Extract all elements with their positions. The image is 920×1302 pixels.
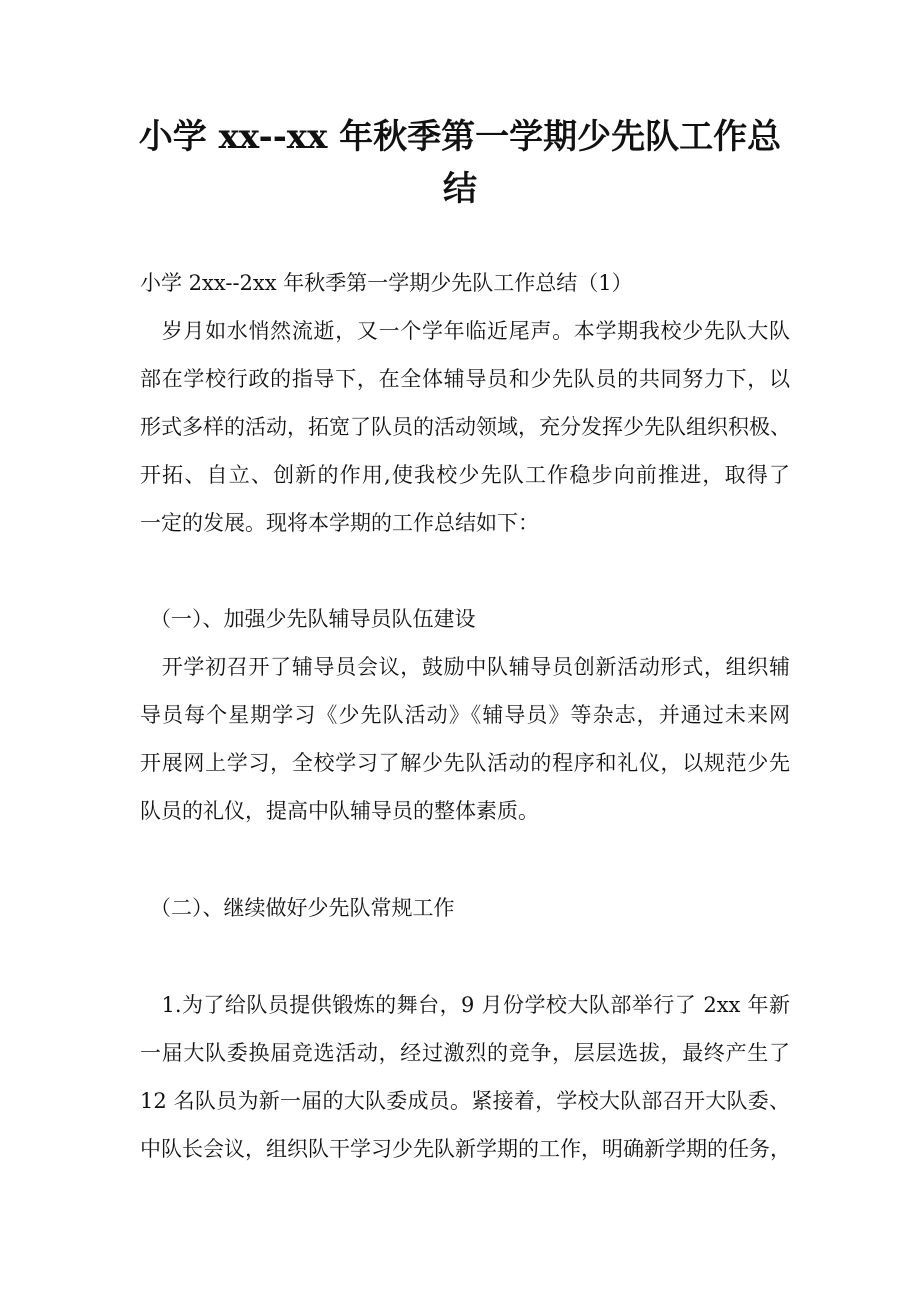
intro-line-4: 开拓、自立、创新的作用,使我校少先队工作稳步向前推进，取得了: [140, 463, 790, 487]
intro-line-5: 一定的发展。现将本学期的工作总结如下：: [140, 511, 539, 535]
section-2-heading: （二）、继续做好少先队常规工作: [150, 896, 455, 920]
section-2-line-1: 1.为了给队员提供锻炼的舞台，9 月份学校大队部举行了 2xx 年新: [140, 993, 790, 1017]
section-2-line-3: 12 名队员为新一届的大队委成员。紧接着，学校大队部召开大队委、: [140, 1089, 790, 1113]
section-2-line-4: 中队长会议，组织队干学习少先队新学期的工作，明确新学期的任务，: [140, 1137, 791, 1161]
section-1-line-3: 开展网上学习，全校学习了解少先队活动的程序和礼仪，以规范少先: [140, 751, 790, 775]
section-1-heading: （一）、加强少先队辅导员队伍建设: [150, 607, 476, 631]
intro-line-3: 形式多样的活动，拓宽了队员的活动领域，充分发挥少先队组织积极、: [140, 415, 791, 439]
intro-line-2: 部在学校行政的指导下，在全体辅导员和少先队员的共同努力下，以: [140, 367, 790, 391]
intro-line-1: 岁月如水悄然流逝，又一个学年临近尾声。本学期我校少先队大队: [140, 319, 790, 343]
document-title-line-1: 小学 xx--xx 年秋季第一学期少先队工作总: [138, 117, 782, 157]
section-1-line-2: 导员每个星期学习《少先队活动》《辅导员》等杂志，并通过未来网: [140, 703, 790, 727]
section-2-line-2: 一届大队委换届竞选活动，经过激烈的竞争，层层选拔，最终产生了: [140, 1041, 790, 1065]
document-subtitle: 小学 2xx--2xx 年秋季第一学期少先队工作总结（1）: [140, 271, 633, 295]
section-1-line-1: 开学初召开了辅导员会议，鼓励中队辅导员创新活动形式，组织辅: [140, 655, 790, 679]
document-title-line-2: 结: [443, 169, 477, 209]
section-1-line-4: 队员的礼仪，提高中队辅导员的整体素质。: [140, 799, 539, 823]
